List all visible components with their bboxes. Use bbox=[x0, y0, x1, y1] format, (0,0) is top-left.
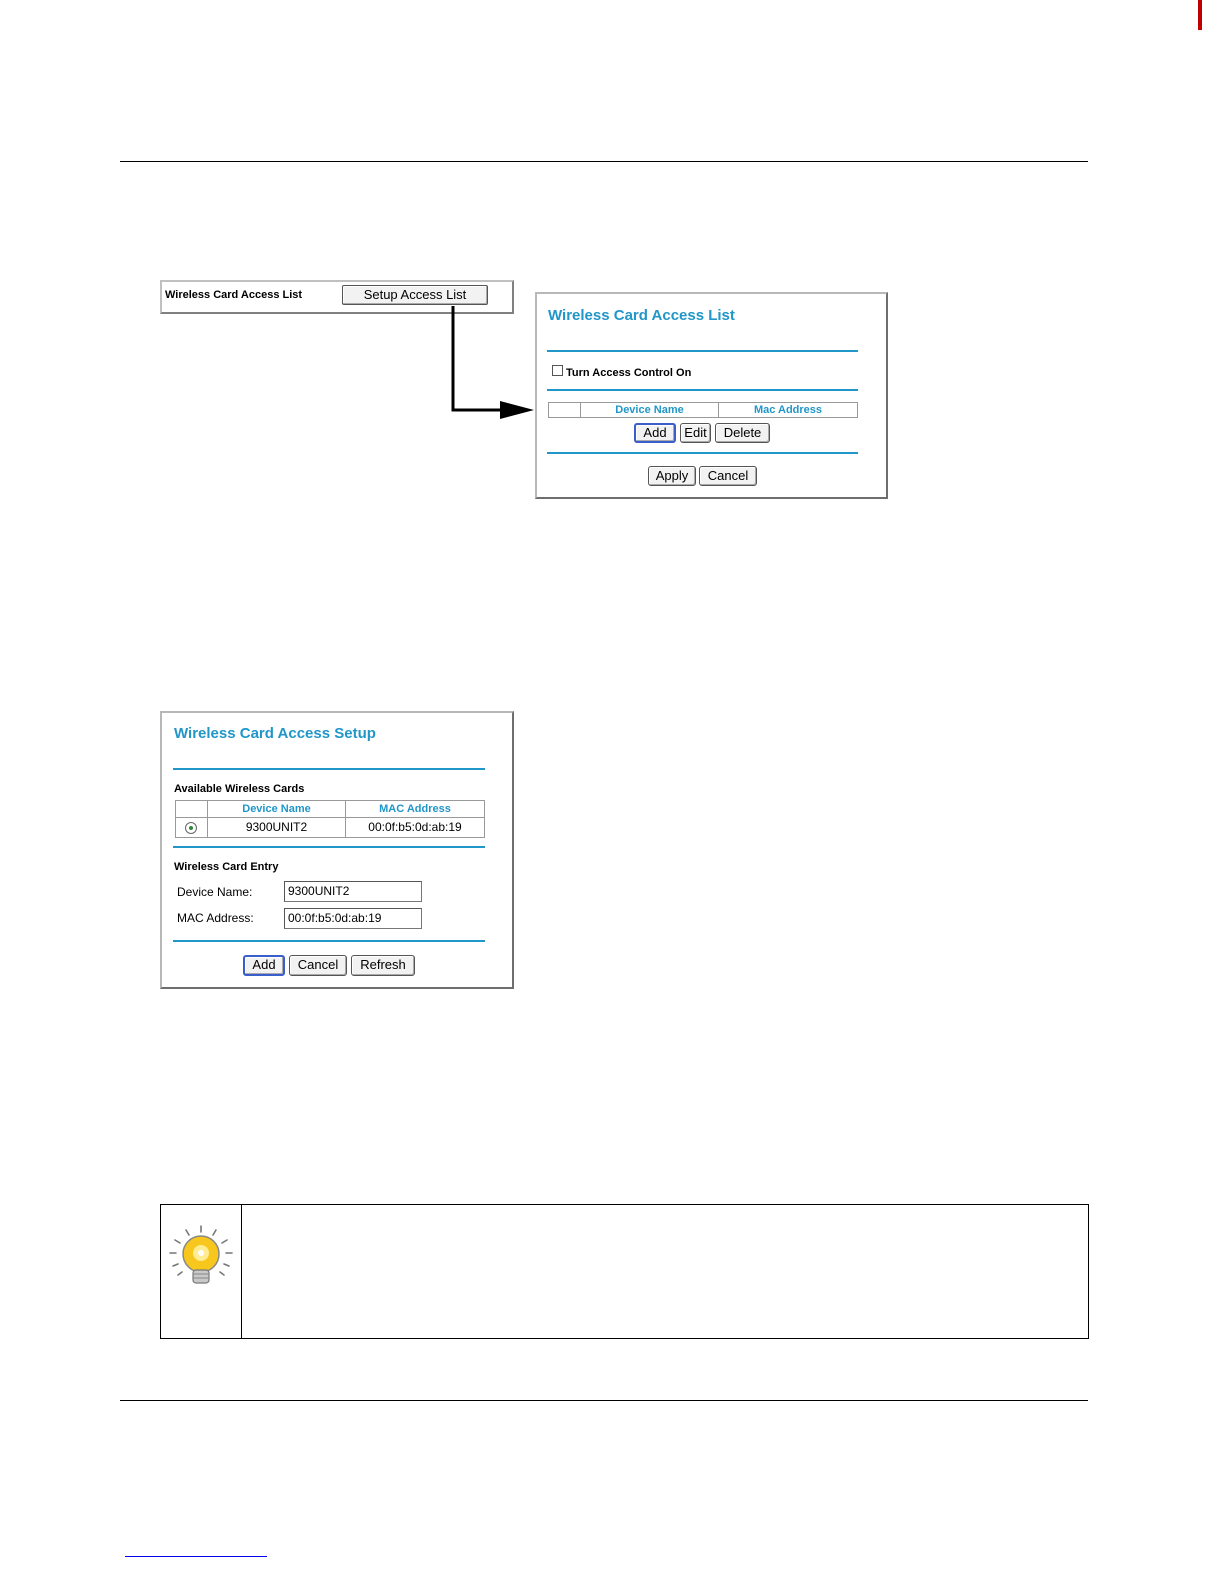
edit-button[interactable]: Edit bbox=[680, 423, 711, 443]
wireless-card-entry-label: Wireless Card Entry bbox=[174, 861, 279, 873]
device-name-label: Device Name: bbox=[177, 885, 253, 899]
available-cards-label: Available Wireless Cards bbox=[174, 783, 305, 795]
table-row-select-cell bbox=[175, 817, 208, 838]
footer-rule bbox=[120, 1400, 1088, 1401]
tip-divider bbox=[241, 1205, 242, 1338]
divider bbox=[173, 846, 485, 848]
access-list-dialog bbox=[535, 292, 888, 499]
mac-address-label: MAC Address: bbox=[177, 911, 254, 925]
cancel-button[interactable]: Cancel bbox=[289, 955, 347, 976]
table-header-select bbox=[548, 402, 581, 418]
table-header-select bbox=[175, 800, 208, 818]
radio-selected[interactable] bbox=[185, 822, 197, 834]
footer-link-underline[interactable] bbox=[125, 1556, 267, 1557]
page-edge-mark bbox=[1198, 0, 1202, 30]
delete-button[interactable]: Delete bbox=[715, 423, 770, 443]
access-setup-title: Wireless Card Access Setup bbox=[174, 725, 376, 742]
access-control-checkbox[interactable] bbox=[552, 365, 563, 376]
header-rule bbox=[120, 161, 1088, 162]
apply-button[interactable]: Apply bbox=[648, 466, 696, 486]
access-list-row-label: Wireless Card Access List bbox=[165, 289, 303, 301]
mac-address-field[interactable]: 00:0f:b5:0d:ab:19 bbox=[284, 908, 422, 929]
cancel-button[interactable]: Cancel bbox=[699, 466, 757, 486]
divider bbox=[547, 452, 858, 454]
table-header-mac-address: Mac Address bbox=[718, 402, 858, 418]
divider bbox=[173, 940, 485, 942]
divider bbox=[173, 768, 485, 770]
access-list-title: Wireless Card Access List bbox=[548, 307, 735, 324]
device-name-field[interactable]: 9300UNIT2 bbox=[284, 881, 422, 902]
add-button[interactable]: Add bbox=[243, 955, 285, 976]
table-cell-mac-address: 00:0f:b5:0d:ab:19 bbox=[345, 817, 485, 838]
access-setup-dialog bbox=[160, 711, 514, 989]
table-cell-device-name: 9300UNIT2 bbox=[207, 817, 346, 838]
access-control-label: Turn Access Control On bbox=[566, 367, 692, 379]
setup-access-list-button[interactable]: Setup Access List bbox=[342, 285, 488, 305]
table-header-mac-address: MAC Address bbox=[345, 800, 485, 818]
tip-box bbox=[160, 1204, 1089, 1339]
table-header-device-name: Device Name bbox=[207, 800, 346, 818]
refresh-button[interactable]: Refresh bbox=[351, 955, 415, 976]
add-button[interactable]: Add bbox=[634, 423, 676, 443]
divider bbox=[547, 389, 858, 391]
flow-arrow bbox=[440, 300, 540, 425]
lightbulb-icon bbox=[166, 1223, 236, 1293]
table-header-device-name: Device Name bbox=[580, 402, 719, 418]
divider bbox=[547, 350, 858, 352]
